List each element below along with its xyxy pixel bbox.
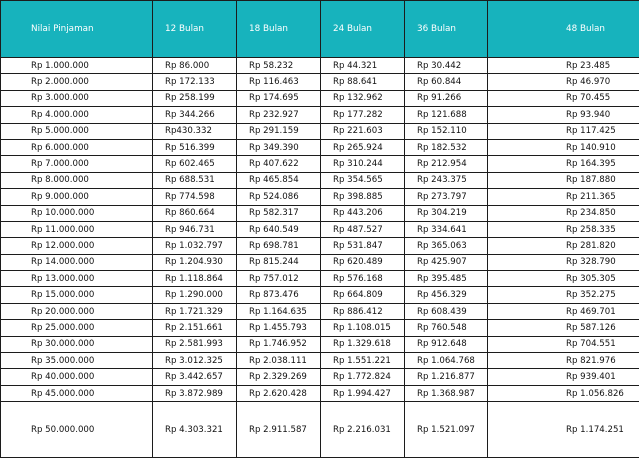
installment-12-months-cell: Rp 3.872.989 — [153, 385, 237, 401]
installment-48-months-cell: Rp 939.401 — [488, 369, 639, 385]
installment-18-months-cell: Rp 757.012 — [237, 271, 321, 287]
header-row — [1, 1, 639, 58]
installment-24-months-cell: Rp 487.527 — [321, 221, 405, 237]
installment-24-months-cell: Rp 354.565 — [321, 172, 405, 188]
installment-36-months-cell: Rp 608.439 — [405, 303, 488, 319]
installment-36-months-cell: Rp 304.219 — [405, 205, 488, 221]
installment-12-months-cell: Rp 258.199 — [153, 90, 237, 106]
installment-24-months-cell: Rp 132.962 — [321, 90, 405, 106]
installment-48-months-cell: Rp 305.305 — [488, 271, 639, 287]
loan-amount-cell: Rp 4.000.000 — [1, 107, 153, 123]
installment-36-months-cell: Rp 425.907 — [405, 254, 488, 270]
installment-36-months-cell: Rp 243.375 — [405, 172, 488, 188]
installment-12-months-cell: Rp 1.032.797 — [153, 238, 237, 254]
installment-36-months-cell: Rp 395.485 — [405, 271, 488, 287]
loan-amount-cell: Rp 45.000.000 — [1, 385, 153, 401]
installment-48-months-cell: Rp 234.850 — [488, 205, 639, 221]
installment-24-months-cell: Rp 443.206 — [321, 205, 405, 221]
installment-12-months-cell: Rp 4.303.321 — [153, 402, 237, 458]
table-row — [1, 172, 639, 188]
installment-48-months-cell: Rp 821.976 — [488, 353, 639, 369]
table-row — [1, 139, 639, 155]
installment-18-months-cell: Rp 58.232 — [237, 58, 321, 74]
installment-36-months-cell: Rp 121.688 — [405, 107, 488, 123]
installment-18-months-cell: Rp 2.620.428 — [237, 385, 321, 401]
loan-amount-cell: Rp 7.000.000 — [1, 156, 153, 172]
installment-36-months-cell: Rp 334.641 — [405, 221, 488, 237]
installment-36-months-cell: Rp 1.521.097 — [405, 402, 488, 458]
installment-48-months-cell: Rp 164.395 — [488, 156, 639, 172]
table-row — [1, 238, 639, 254]
installment-48-months-cell: Rp 93.940 — [488, 107, 639, 123]
installment-24-months-cell: Rp 1.772.824 — [321, 369, 405, 385]
table-row — [1, 402, 639, 458]
installment-24-months-cell: Rp 2.216.031 — [321, 402, 405, 458]
installment-24-months-cell: Rp 664.809 — [321, 287, 405, 303]
installment-24-months-cell: Rp 576.168 — [321, 271, 405, 287]
installment-12-months-cell: Rp 1.204.930 — [153, 254, 237, 270]
installment-36-months-cell: Rp 212.954 — [405, 156, 488, 172]
table-row — [1, 287, 639, 303]
installment-48-months-cell: Rp 1.174.251 — [488, 402, 639, 458]
installment-24-months-cell: Rp 88.641 — [321, 74, 405, 90]
header-12-months: 12 Bulan — [153, 1, 237, 58]
installment-48-months-cell: Rp 1.056.826 — [488, 385, 639, 401]
loan-amount-cell: Rp 35.000.000 — [1, 353, 153, 369]
header-loan-amount: Nilai Pinjaman — [1, 1, 153, 58]
installment-48-months-cell: Rp 352.275 — [488, 287, 639, 303]
loan-amount-cell: Rp 5.000.000 — [1, 123, 153, 139]
installment-12-months-cell: Rp 3.442.657 — [153, 369, 237, 385]
installment-36-months-cell: Rp 60.844 — [405, 74, 488, 90]
installment-48-months-cell: Rp 140.910 — [488, 139, 639, 155]
installment-12-months-cell: Rp 3.012.325 — [153, 353, 237, 369]
installment-18-months-cell: Rp 640.549 — [237, 221, 321, 237]
installment-12-months-cell: Rp 86.000 — [153, 58, 237, 74]
installment-12-months-cell: Rp 1.721.329 — [153, 303, 237, 319]
installment-18-months-cell: Rp 582.317 — [237, 205, 321, 221]
loan-amount-cell: Rp 13.000.000 — [1, 271, 153, 287]
installment-18-months-cell: Rp 2.911.587 — [237, 402, 321, 458]
table-header — [1, 1, 639, 58]
installment-24-months-cell: Rp 177.282 — [321, 107, 405, 123]
installment-12-months-cell: Rp430.332 — [153, 123, 237, 139]
installment-36-months-cell: Rp 1.064.768 — [405, 353, 488, 369]
installment-18-months-cell: Rp 465.854 — [237, 172, 321, 188]
installment-48-months-cell: Rp 328.790 — [488, 254, 639, 270]
installment-18-months-cell: Rp 698.781 — [237, 238, 321, 254]
installment-48-months-cell: Rp 587.126 — [488, 320, 639, 336]
table-row — [1, 385, 639, 401]
loan-amount-cell: Rp 20.000.000 — [1, 303, 153, 319]
loan-amount-cell: Rp 10.000.000 — [1, 205, 153, 221]
loan-amount-cell: Rp 6.000.000 — [1, 139, 153, 155]
installment-48-months-cell: Rp 469.701 — [488, 303, 639, 319]
loan-amount-cell: Rp 2.000.000 — [1, 74, 153, 90]
installment-36-months-cell: Rp 273.797 — [405, 189, 488, 205]
installment-48-months-cell: Rp 70.455 — [488, 90, 639, 106]
installment-36-months-cell: Rp 1.216.877 — [405, 369, 488, 385]
installment-48-months-cell: Rp 258.335 — [488, 221, 639, 237]
loan-amount-cell: Rp 9.000.000 — [1, 189, 153, 205]
loan-amount-cell: Rp 15.000.000 — [1, 287, 153, 303]
table-row — [1, 353, 639, 369]
installment-18-months-cell: Rp 2.038.111 — [237, 353, 321, 369]
installment-36-months-cell: Rp 30.442 — [405, 58, 488, 74]
installment-36-months-cell: Rp 912.648 — [405, 336, 488, 352]
table-row — [1, 336, 639, 352]
header-48-months: 48 Bulan — [488, 1, 639, 58]
table-row — [1, 107, 639, 123]
installment-24-months-cell: Rp 886.412 — [321, 303, 405, 319]
table-row — [1, 205, 639, 221]
installment-18-months-cell: Rp 815.244 — [237, 254, 321, 270]
installment-24-months-cell: Rp 398.885 — [321, 189, 405, 205]
table-row — [1, 58, 639, 74]
installment-24-months-cell: Rp 1.994.427 — [321, 385, 405, 401]
installment-12-months-cell: Rp 774.598 — [153, 189, 237, 205]
installment-36-months-cell: Rp 1.368.987 — [405, 385, 488, 401]
installment-12-months-cell: Rp 688.531 — [153, 172, 237, 188]
installment-12-months-cell: Rp 516.399 — [153, 139, 237, 155]
installment-48-months-cell: Rp 211.365 — [488, 189, 639, 205]
loan-amount-cell: Rp 1.000.000 — [1, 58, 153, 74]
loan-amount-cell: Rp 25.000.000 — [1, 320, 153, 336]
header-18-months: 18 Bulan — [237, 1, 321, 58]
table-row — [1, 189, 639, 205]
installment-36-months-cell: Rp 182.532 — [405, 139, 488, 155]
installment-24-months-cell: Rp 1.551.221 — [321, 353, 405, 369]
installment-48-months-cell: Rp 23.485 — [488, 58, 639, 74]
installment-12-months-cell: Rp 1.118.864 — [153, 271, 237, 287]
table-row — [1, 123, 639, 139]
table-body — [1, 58, 639, 458]
loan-amount-cell: Rp 14.000.000 — [1, 254, 153, 270]
loan-amount-cell: Rp 8.000.000 — [1, 172, 153, 188]
table-row — [1, 369, 639, 385]
installment-36-months-cell: Rp 152.110 — [405, 123, 488, 139]
installment-24-months-cell: Rp 1.329.618 — [321, 336, 405, 352]
installment-48-months-cell: Rp 187.880 — [488, 172, 639, 188]
header-24-months: 24 Bulan — [321, 1, 405, 58]
installment-48-months-cell: Rp 117.425 — [488, 123, 639, 139]
installment-36-months-cell: Rp 91.266 — [405, 90, 488, 106]
table-row — [1, 254, 639, 270]
installment-48-months-cell: Rp 704.551 — [488, 336, 639, 352]
table-row — [1, 320, 639, 336]
installment-18-months-cell: Rp 232.927 — [237, 107, 321, 123]
table-row — [1, 221, 639, 237]
table-row — [1, 303, 639, 319]
installment-48-months-cell: Rp 281.820 — [488, 238, 639, 254]
installment-12-months-cell: Rp 2.151.661 — [153, 320, 237, 336]
installment-24-months-cell: Rp 531.847 — [321, 238, 405, 254]
installment-12-months-cell: Rp 2.581.993 — [153, 336, 237, 352]
installment-18-months-cell: Rp 174.695 — [237, 90, 321, 106]
installment-18-months-cell: Rp 349.390 — [237, 139, 321, 155]
installment-18-months-cell: Rp 873.476 — [237, 287, 321, 303]
installment-18-months-cell: Rp 2.329.269 — [237, 369, 321, 385]
header-36-months: 36 Bulan — [405, 1, 488, 58]
loan-amount-cell: Rp 12.000.000 — [1, 238, 153, 254]
installment-18-months-cell: Rp 1.455.793 — [237, 320, 321, 336]
table-row — [1, 156, 639, 172]
loan-amount-cell: Rp 50.000.000 — [1, 402, 153, 458]
loan-amount-cell: Rp 11.000.000 — [1, 221, 153, 237]
table-row — [1, 90, 639, 106]
installment-12-months-cell: Rp 860.664 — [153, 205, 237, 221]
installment-12-months-cell: Rp 946.731 — [153, 221, 237, 237]
installment-24-months-cell: Rp 265.924 — [321, 139, 405, 155]
installment-36-months-cell: Rp 760.548 — [405, 320, 488, 336]
installment-18-months-cell: Rp 1.164.635 — [237, 303, 321, 319]
table-row — [1, 74, 639, 90]
loan-amount-cell: Rp 3.000.000 — [1, 90, 153, 106]
installment-18-months-cell: Rp 116.463 — [237, 74, 321, 90]
installment-18-months-cell: Rp 407.622 — [237, 156, 321, 172]
installment-12-months-cell: Rp 344.266 — [153, 107, 237, 123]
installment-12-months-cell: Rp 1.290.000 — [153, 287, 237, 303]
installment-36-months-cell: Rp 365.063 — [405, 238, 488, 254]
installment-18-months-cell: Rp 291.159 — [237, 123, 321, 139]
installment-24-months-cell: Rp 620.489 — [321, 254, 405, 270]
installment-36-months-cell: Rp 456.329 — [405, 287, 488, 303]
installment-24-months-cell: Rp 221.603 — [321, 123, 405, 139]
installment-18-months-cell: Rp 524.086 — [237, 189, 321, 205]
installment-24-months-cell: Rp 1.108.015 — [321, 320, 405, 336]
installment-18-months-cell: Rp 1.746.952 — [237, 336, 321, 352]
installment-12-months-cell: Rp 602.465 — [153, 156, 237, 172]
installment-24-months-cell: Rp 310.244 — [321, 156, 405, 172]
loan-amount-cell: Rp 30.000.000 — [1, 336, 153, 352]
installment-24-months-cell: Rp 44.321 — [321, 58, 405, 74]
loan-amount-cell: Rp 40.000.000 — [1, 369, 153, 385]
installment-12-months-cell: Rp 172.133 — [153, 74, 237, 90]
installment-48-months-cell: Rp 46.970 — [488, 74, 639, 90]
table-row — [1, 271, 639, 287]
